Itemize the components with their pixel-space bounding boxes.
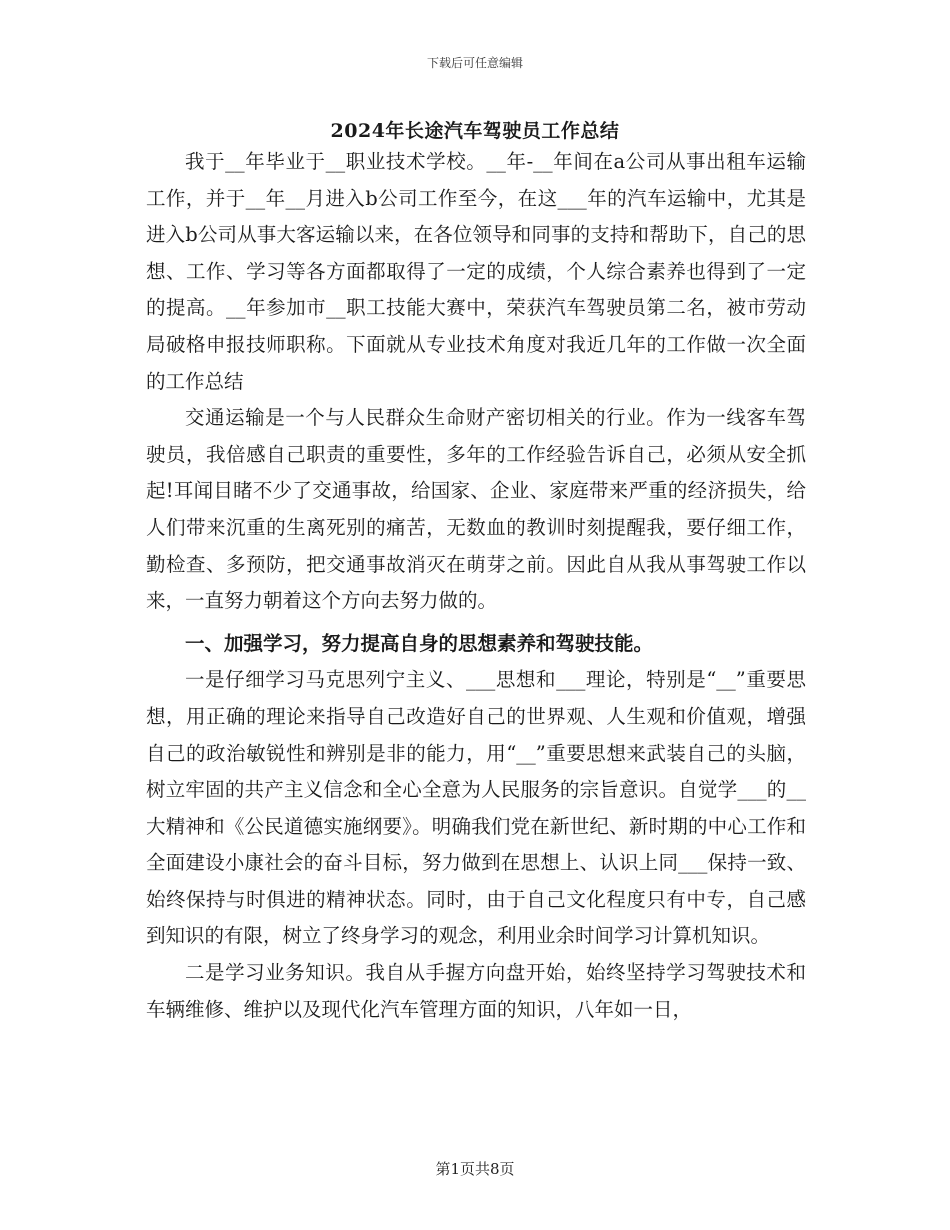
document-body xyxy=(146,144,806,1028)
paragraph-study-business: 二是学习业务知识。我自从手握方向盘开始，始终坚持学习驾驶技术和车辆维修、维护以及现代化汽车管理方面的知识，八年如一日， xyxy=(146,961,806,1021)
paragraph-study-theory: 一是仔细学习马克思列宁主义、___思想和___理论，特别是“__”重要思想，用正确的理论来指导自己改造好自己的世界观、人生观和价值观，增强自己的政治敏锐性和辨别是非的能力，用“__”重要思想来武装自己的头脑，树立牢固的共产主义信念和全心全意为人民服务的宗旨意识。自觉学___的__大精神和《公民道德实施纲要》。明确我们党在新世纪、新时期的中心工作和全面建设小康社会的奋斗目标，努力做到在思想上、认识上同___保持一致、始终保持与时俱进的精神状态。同时，由于自己文化程度只有中专，自己感到知识的有限，树立了终身学习的观念，利用业余时间学习计算机知识。 xyxy=(146,668,806,948)
paragraph-safety: 交通运输是一个与人民群众生命财产密切相关的行业。作为一线客车驾驶员，我倍感自己职责的重要性，多年的工作经验告诉自己，必须从安全抓起!耳闻目睹不少了交通事故，给国家、企业、家庭带来严重的经济损失，给人们带来沉重的生离死别的痛苦，无数血的教训时刻提醒我，要仔细工作，勤检查、多预防，把交通事故消灭在萌芽之前。因此自从我从事驾驶工作以来，一直努力朝着这个方向去努力做的。 xyxy=(146,406,806,613)
document-title: 2024年长途汽车驾驶员工作总结 xyxy=(330,120,620,142)
paragraph-intro: 我于__年毕业于__职业技术学校。__年-__年间在a公司从事出租车运输工作，并于__年__月进入b公司工作至今，在这___年的汽车运输中，尤其是进入b公司从事大客运输以来，在各位领导和同事的支持和帮助下，自己的思想、工作、学习等各方面都取得了一定的成绩，个人综合素养也得到了一定的提高。__年参加市__职工技能大赛中，荣获汽车驾驶员第二名，被市劳动局破格申报技师职称。下面就从专业技术角度对我近几年的工作做一次全面的工作总结 xyxy=(146,150,806,393)
page-number-footer: 第1页共8页 xyxy=(435,1160,515,1178)
section-heading-1: 一、加强学习，努力提高自身的思想素养和驾驶技能。 xyxy=(185,631,654,655)
page-header-note: 下载后可任意编辑 xyxy=(426,56,523,70)
